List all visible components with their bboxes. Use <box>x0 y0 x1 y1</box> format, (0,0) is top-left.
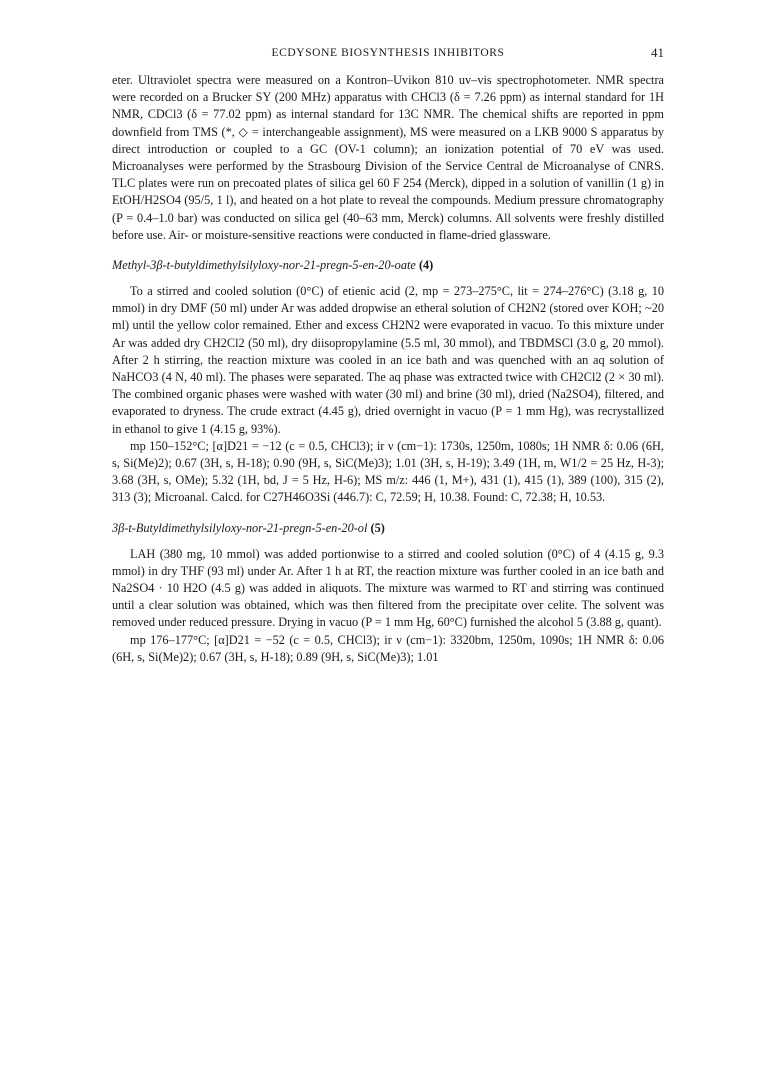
article-body <box>112 72 664 666</box>
procedure-paragraph: To a stirred and cooled solution (0°C) of etienic acid (2, mp = 273–275°C, lit = 274–276°C) (3.18 g, 10 mmol) in dry DMF (50 ml) under Ar was added dropwise an etheral solution of CH2N2 (stored over KOH; ~20 ml) until the yellow color remained. Ether and excess CH2N2 were evaporated in vacuo. To this mixture under Ar was added dry CH2Cl2 (50 ml), dry diisopropylamine (5.5 ml, 30 mmol), and TBDMSCl (3.0 g, 20 mmol). After 2 h stirring, the reaction mixture was cooled in an ice bath and was quenched with an aq solution of NaHCO3 (4 N, 40 ml). The phases were separated. The aq phase was extracted twice with CH2Cl2 (2 × 30 ml). The combined organic phases were washed with water (30 ml) and brine (30 ml), dried (Na2SO4), filtered, and evaporated to dryness. The crude extract (4.45 g), dried overnight in vacuo (P = 1 mm Hg), was recrystallized in ethanol to give 1 (4.15 g, 93%). <box>112 284 664 436</box>
compound-number: (4) <box>418 258 434 273</box>
characterization-paragraph: mp 176–177°C; [α]D21 = −52 (c = 0.5, CHCl3); ir ν (cm−1): 3320bm, 1250m, 1090s; 1H NMR δ: 0.06 (6H, s, Si(Me)2); 0.67 (3H, s, H-18); 0.89 (9H, s, SiC(Me)3); 1.01 <box>112 632 664 664</box>
running-head: ECDYSONE BIOSYNTHESIS INHIBITORS <box>271 47 505 59</box>
section-heading-text: 3β-t-Butyldimethylsilyloxy-nor-21-pregn-5-en-20-ol <box>112 520 368 535</box>
compound-number: (5) <box>370 520 385 535</box>
page-header <box>112 44 664 62</box>
procedure-paragraph: LAH (380 mg, 10 mmol) was added portionwise to a stirred and cooled solution (0°C) of 4 (4.15 g, 9.3 mmol) in dry THF (93 ml) under Ar. After 1 h at RT, the reaction mixture was further cooled in an ice bath and Na2SO4 · 10 H2O (4.5 g) was added in aliquots. The mixture was warmed to RT and stirring was continued until a clear solution was obtained, which was then filtered from the precipitate over celite. The solvent was removed under reduced pressure. Drying in vacuo (P = 1 mm Hg, 60°C) furnished the alcohol 5 (3.88 g, quant). <box>112 546 664 630</box>
section-heading-compound-5 <box>112 520 664 537</box>
section-heading-text: Methyl-3β-t-butyldimethylsilyloxy-nor-21-pregn-5-en-20-oate <box>112 258 416 273</box>
characterization-paragraph: mp 150–152°C; [α]D21 = −12 (c = 0.5, CHCl3); ir ν (cm−1): 1730s, 1250m, 1080s; 1H NMR δ: 0.06 (6H, s, Si(Me)2); 0.67 (3H, s, H-18); 0.90 (9H, s, SiC(Me)3); 1.01 (3H, s, H-19); 3.49 (1H, m, W1/2 = 25 Hz, H-3); 3.68 (3H, s, OMe); 5.32 (1H, bd, J = 5 Hz, H-6); MS m/z: 446 (1, M+), 431 (1), 415 (1), 389 (100), 315 (2), 313 (3); Microanal. Calcd. for C27H46O3Si (446.7): C, 72.59; H, 10.38. Found: C, 72.38; H, 10.53. <box>112 438 664 505</box>
intro-paragraph: eter. Ultraviolet spectra were measured on a Kontron–Uvikon 810 uv–vis spectrophotometer. NMR spectra were recorded on a Brucker SY (200 MHz) apparatus with CHCl3 (δ = 7.26 ppm) as internal standard for 1H NMR, CDCl3 (δ = 77.02 ppm) as internal standard for 13C NMR. The chemical shifts are reported in ppm downfield from TMS (*, ◇ = interchangeable assignment), MS were measured on a LKB 9000 S apparatus by direct introduction or coupled to a GC (OV-1 column); an ionization potential of 70 eV was used. Microanalyses were performed by the Strasbourg Division of the Service Central de Microanalyse of CNRS. TLC plates were run on precoated plates of silica gel 60 F 254 (Merck), dipped in a solution of vanillin (1 g) in EtOH/H2SO4 (95/5, 1 l), and heated on a hot plate to reveal the compounds. Medium pressure chromatography (P = 0.4–1.0 bar) was conducted on silica gel (40–63 mm, Merck) columns. All solvents were freshly distilled before use. Air- or moisture-sensitive reactions were conducted in flame-dried glassware. <box>112 73 664 242</box>
section-heading-compound-4 <box>112 257 664 274</box>
page-number: 41 <box>651 45 664 60</box>
